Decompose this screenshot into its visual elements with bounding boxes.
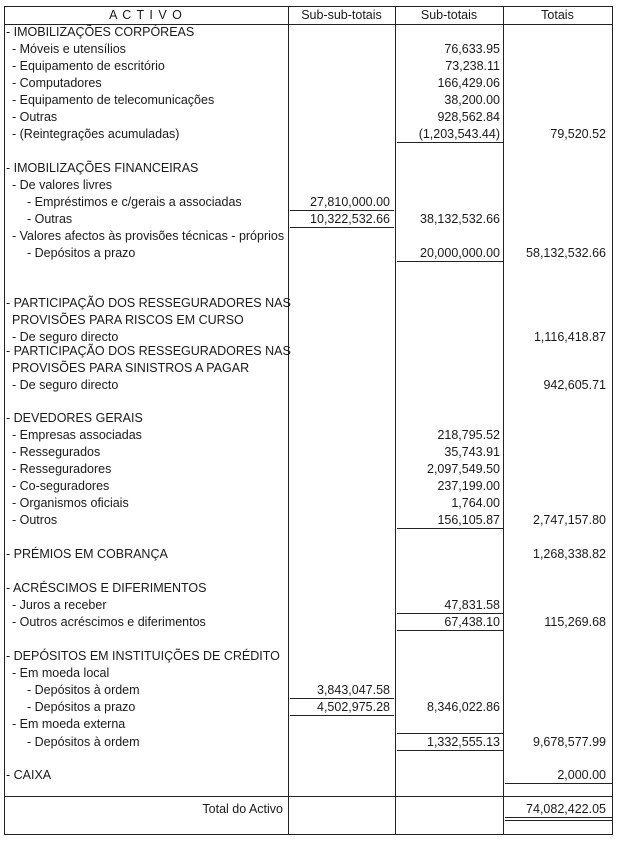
section-imobilizacoes-corporeas: - IMOBILIZAÇÕES CORPÓREAS [6, 25, 195, 39]
sub-total-value: 47,831.58 [444, 598, 500, 612]
row-label: - Organismos oficiais [12, 496, 129, 510]
row-label: - Outros acréscimos e diferimentos [12, 615, 206, 629]
section-participacao-riscos: - PARTICIPAÇÃO DOS RESSEGURADORES NAS [6, 296, 291, 310]
sub-total-value: 76,633.95 [444, 42, 500, 56]
sub-total-value: 237,199.00 [437, 479, 500, 493]
sub-sub-total-value: 27,810,000.00 [310, 195, 390, 209]
total-double-underline-1 [505, 817, 612, 818]
sum-underline [397, 142, 503, 143]
sub-total-value: 928,562.84 [437, 110, 500, 124]
sum-underline [397, 750, 503, 751]
sum-underline [290, 715, 394, 716]
row-label: - De valores livres [12, 178, 113, 192]
section-participacao-sinistros: - PARTICIPAÇÃO DOS RESSEGURADORES NAS [6, 344, 291, 358]
total-value: 942,605.71 [543, 378, 606, 392]
row-label: - Juros a receber [12, 598, 107, 612]
row-label: - Valores afectos às provisões técnicas - próprios [12, 229, 285, 243]
sub-total-value: 35,743.91 [444, 445, 500, 459]
sub-sub-total-value: 3,843,047.58 [317, 683, 390, 697]
row-label: - Computadores [12, 76, 102, 90]
total-section-rule [4, 796, 613, 797]
sub-total-value: 8,346,022.86 [427, 700, 500, 714]
header-sub-sub-totais: Sub-sub-totais [301, 8, 382, 22]
row-label: - Ressegurados [12, 445, 101, 459]
row-label: - Em moeda local [12, 666, 110, 680]
frame-right [612, 6, 613, 835]
section-participacao-riscos-cont: PROVISÕES PARA RISCOS EM CURSO [12, 313, 244, 327]
row-label: - (Reintegrações acumuladas) [12, 127, 180, 141]
sum-underline [505, 783, 612, 784]
row-label: - Empréstimos e c/gerais a associadas [27, 195, 242, 209]
frame-left [4, 6, 5, 835]
total-double-underline-2 [505, 820, 612, 821]
row-label: - Depósitos à ordem [27, 683, 140, 697]
sub-total-value: 38,200.00 [444, 93, 500, 107]
section-premios-em-cobranca: - PRÉMIOS EM COBRANÇA [6, 547, 168, 561]
row-label: - Móveis e utensílios [12, 42, 126, 56]
sum-underline [290, 227, 394, 228]
total-value: 1,116,418.87 [533, 330, 606, 344]
header-sub-totais: Sub-totais [420, 8, 478, 22]
sub-total-value: 166,429.06 [437, 76, 500, 90]
total-value: 1,268,338.82 [533, 547, 606, 561]
total-value: 2,000.00 [557, 768, 606, 782]
sum-underline [397, 630, 503, 631]
row-label: - Equipamento de escritório [12, 59, 165, 73]
sub-sub-total-value: 4,502,975.28 [317, 700, 390, 714]
sub-total-value: 1,764.00 [451, 496, 500, 510]
section-imobilizacoes-financeiras: - IMOBILIZAÇÕES FINANCEIRAS [6, 161, 199, 175]
total-activo-label: Total do Activo [202, 802, 283, 816]
sum-underline [397, 528, 503, 529]
sub-total-value: 156,105.87 [437, 513, 500, 527]
sub-total-value: (1,203,543.44) [418, 127, 500, 141]
row-label: - Em moeda externa [12, 717, 126, 731]
row-label: - Empresas associadas [12, 428, 142, 442]
header-activo: A C T I V O [109, 8, 183, 22]
header-totais: Totais [541, 8, 574, 22]
sub-total-value: 1,332,555.13 [427, 735, 500, 749]
row-label: - Outras [12, 110, 58, 124]
row-label: - Depósitos a prazo [27, 246, 136, 260]
row-label: - Outros [12, 513, 58, 527]
section-acrescimos-diferimentos: - ACRÉSCIMOS E DIFERIMENTOS [6, 581, 207, 595]
section-participacao-sinistros-cont: PROVISÕES PARA SINISTROS A PAGAR [12, 361, 250, 375]
sub-total-value: 38,132,532.66 [420, 212, 500, 226]
col-divider-3 [503, 6, 504, 835]
row-label: - De seguro directo [12, 330, 119, 344]
sub-total-value: 20,000,000.00 [420, 246, 500, 260]
sum-underline [397, 261, 503, 262]
sub-total-value: 73,238.11 [445, 59, 500, 73]
sub-total-value: 218,795.52 [437, 428, 500, 442]
total-value: 79,520.52 [550, 127, 606, 141]
row-label: - Depósitos a prazo [27, 700, 136, 714]
section-caixa: - CAIXA [6, 768, 52, 782]
sub-total-value: 67,438.10 [444, 615, 500, 629]
section-devedores-gerais: - DEVEDORES GERAIS [6, 411, 143, 425]
col-divider-2 [395, 6, 396, 835]
sub-sub-total-value: 10,322,532.66 [310, 212, 390, 226]
row-label: - Co-seguradores [12, 479, 110, 493]
sub-total-value: 2,097,549.50 [427, 462, 500, 476]
frame-bottom [4, 834, 613, 835]
total-value: 58,132,532.66 [526, 246, 606, 260]
total-activo-value: 74,082,422.05 [526, 802, 606, 816]
section-depositos-instituicoes: - DEPÓSITOS EM INSTITUIÇÕES DE CRÉDITO [6, 649, 280, 663]
total-value: 115,269.68 [544, 615, 606, 629]
row-label: - Outras [27, 212, 73, 226]
row-label: - Depósitos à ordem [27, 735, 140, 749]
total-value: 9,678,577.99 [533, 735, 606, 749]
row-label: - De seguro directo [12, 378, 119, 392]
total-value: 2,747,157.80 [533, 513, 606, 527]
row-label: - Resseguradores [12, 462, 112, 476]
row-label: - Equipamento de telecomunicações [12, 93, 215, 107]
